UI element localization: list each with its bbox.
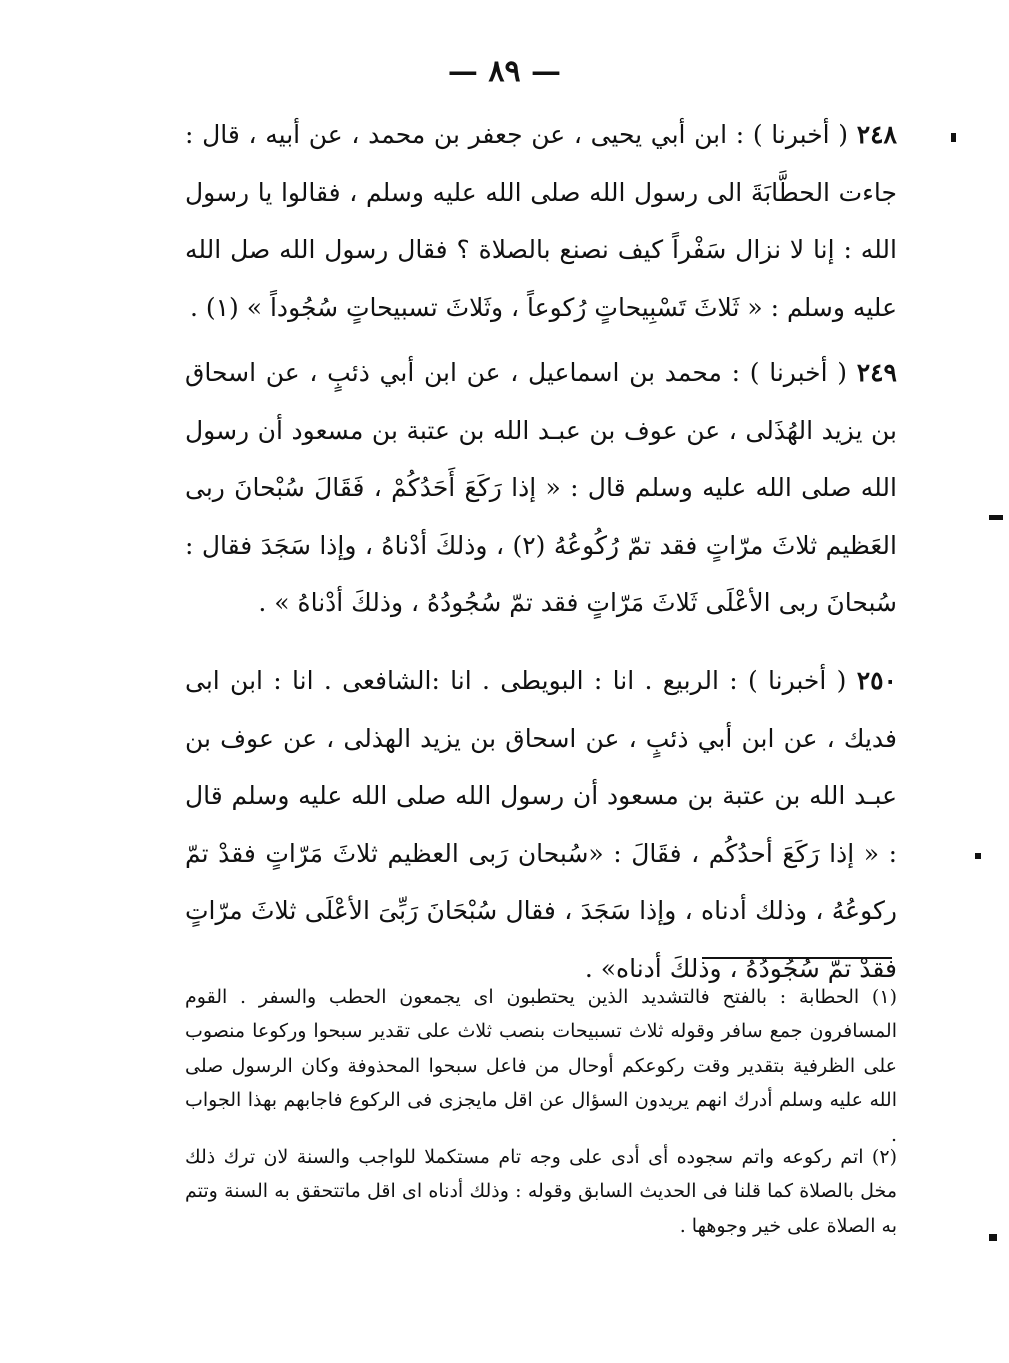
hadith-paragraph-249 xyxy=(185,344,897,632)
hadith-number: ٢٤٨ xyxy=(856,120,897,149)
hadith-number: ٢٥٠ xyxy=(856,666,897,695)
hadith-text: ( أخبرنا ) : محمد بن اسماعيل ، عن ابن أبي ذئبٍ ، عن اسحاق بن يزيد الهُذَلى ، عن عوف بن عبـد الله بن عتبة بن مسعود أن رسول الله صلى الله عليه وسلم قال : « إذا رَكَعَ أَحَدُكُمْ ، فَقَالَ سُبْحانَ ربى العَظيم ثلاثَ مرّاتٍ فقد تمّ رُكُوعُهُ (٢) ، وذلكَ أدْناهُ ، وإذا سَجَدَ فقال : سُبحانَ ربى الأعْلَى ثَلاثَ مَرّاتٍ فقد تمّ سُجُودُهُ ، وذلكَ أدْناهُ » . xyxy=(185,358,897,617)
footnote-divider xyxy=(702,957,892,959)
margin-mark-dot xyxy=(951,133,956,142)
page-number: — ٨٩ — xyxy=(447,54,562,89)
footnote-1: (١) الحطابة : بالفتح فالتشديد الذين يحتطبون اى يجمعون الحطب والسفر . القوم المسافرون جمع سافر وقوله ثلاث تسبيحات بنصب ثلاث على تقدير سبحوا وركوعا منصوب على الظرفية بتقدير وقت ركوعكم أوحال من فاعل سبحوا المحذوفة وكان الرسول صلى الله عليه وسلم أدرك انهم يريدون السؤال عن اقل مايجزى فى الركوع فاجابهم بهذا الجواب . xyxy=(185,986,897,1146)
footnote-2: (٢) اتم ركوعه واتم سجوده أى أدى على وجه تام مستكملا للواجب والسنة لان ترك ذلك مخل بالصلاة كما قلنا فى الحديث السابق وقوله : وذلك أدناه اى اقل ماتتحقق به السنة وتتم به الصلاة على خير وجوهها . xyxy=(185,1146,897,1237)
hadith-number: ٢٤٩ xyxy=(856,358,897,387)
hadith-paragraph-250 xyxy=(185,652,897,997)
margin-mark-dot xyxy=(975,853,981,859)
hadith-paragraph-248 xyxy=(185,106,897,336)
margin-mark-dash xyxy=(989,515,1003,520)
hadith-text: ( أخبرنا ) : ابن أبي يحيى ، عن جعفر بن محمد ، عن أبيه ، قال : جاءت الحطَّابَةَ الى رسول الله صلى الله عليه وسلم ، فقالوا يا رسول الله : إنا لا نزال سَفْراً كيف نصنع بالصلاة ؟ فقال رسول الله صل الله عليه وسلم : « ثَلاثَ تَسْبِيحاتٍ رُكوعاً ، وثَلاثَ تسبيحاتٍ سُجُوداً » (١) . xyxy=(185,120,897,322)
margin-mark-dot xyxy=(989,1234,997,1241)
hadith-text: ( أخبرنا ) : الربيع . انا : البويطى . انا :الشافعى . انا : ابن ابى فديك ، عن ابن أبي ذئبٍ ، عن اسحاق بن يزيد الهذلى ، عن عوف بن عبـد الله بن عتبة بن مسعود أن رسول الله صلى الله عليه وسلم قال : « إذا رَكَعَ أحدُكُم ، فقَالَ : «سُبحان رَبى العظيم ثلاثَ مَرّاتٍ فقدْ تمّ ركوعُهُ ، وذلك أدناه ، وإذا سَجَدَ ، فقال سُبْحَانَ رَبِّىَ الأعْلَى ثلاثَ مرّاتٍ فقدْ تمّ سُجُودُهُ ، وذلكَ أدناه» . xyxy=(185,666,897,983)
